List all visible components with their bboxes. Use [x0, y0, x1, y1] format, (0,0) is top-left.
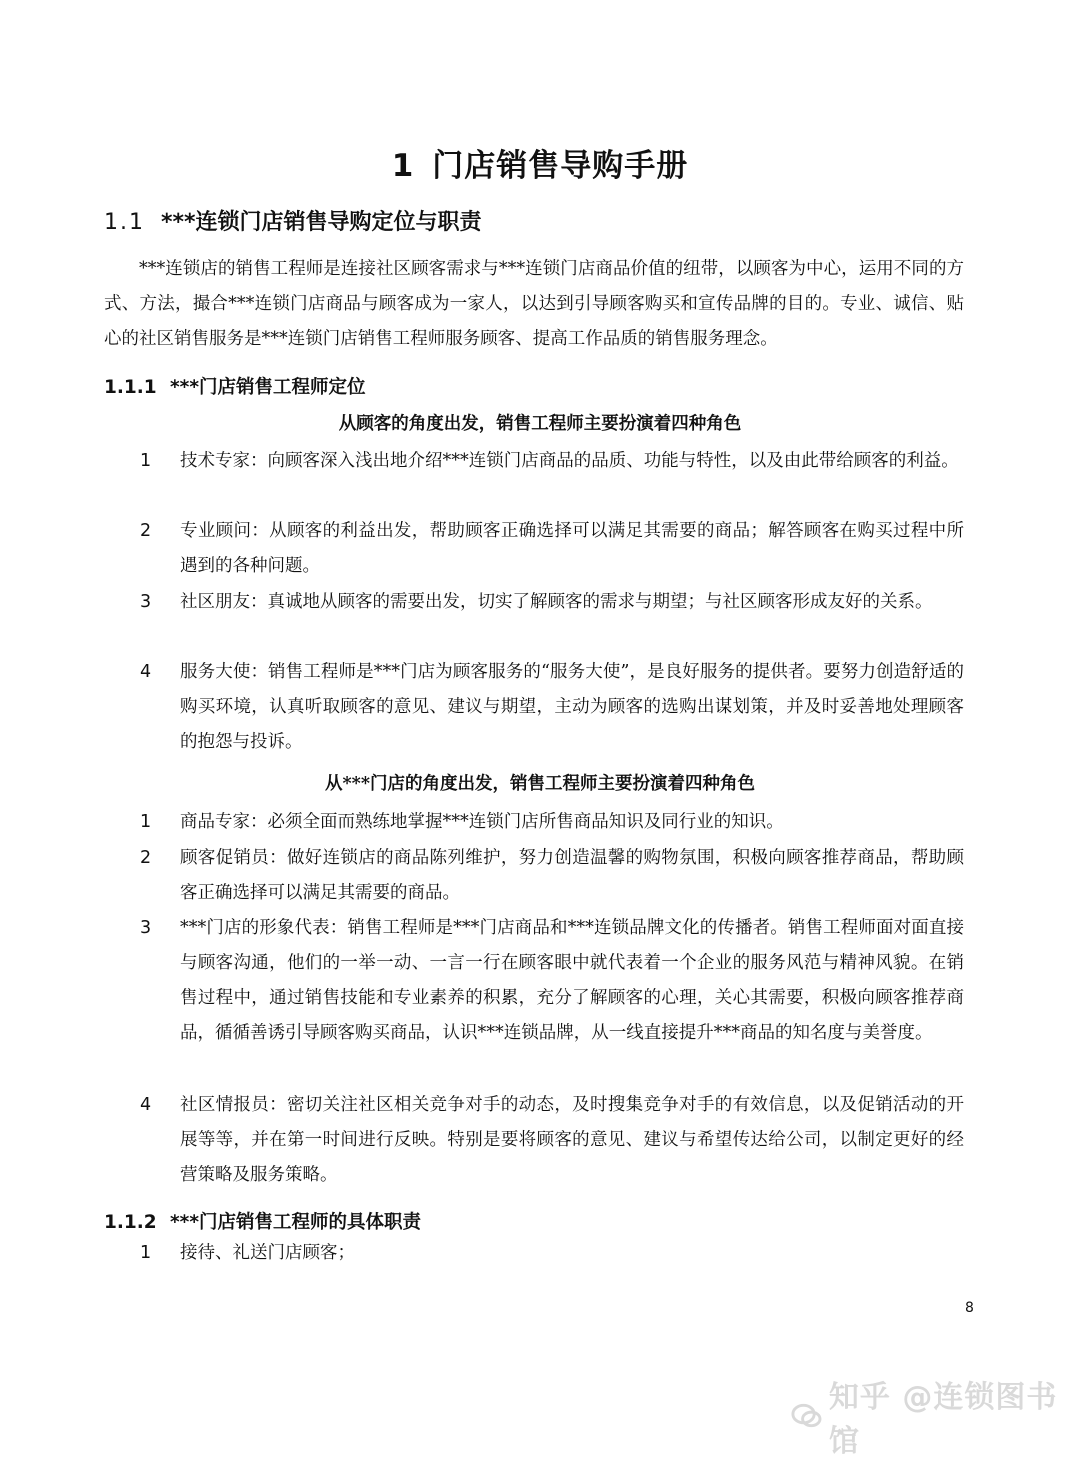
section-number: 1.1: [104, 210, 145, 235]
list-item-text: 商品专家：必须全面而熟练地掌握***连锁门店所售商品知识及同行业的知识。: [180, 812, 784, 832]
subsection-number: 1.1.1: [104, 377, 157, 398]
chapter-title: 门店销售导购手册: [432, 148, 689, 184]
subsection-heading-1: [104, 373, 366, 399]
list-item-number: 3: [140, 918, 152, 938]
list-item: [140, 655, 964, 760]
chapter-heading: [0, 140, 1080, 185]
watermark: [790, 1372, 1080, 1460]
list-item-text: 技术专家：向顾客深入浅出地介绍***连锁门店商品的品质、功能与特性，以及由此带给顾客的利益。: [180, 451, 959, 471]
list-item-number: 1: [140, 1243, 152, 1263]
list-item: [140, 841, 964, 911]
list-item-number: 1: [140, 451, 152, 471]
section-title: ***连锁门店销售导购定位与职责: [161, 210, 482, 235]
intro-paragraph: ***连锁店的销售工程师是连接社区顾客需求与***连锁门店商品价值的纽带，以顾客为中心，运用不同的方式、方法，撮合***连锁门店商品与顾客成为一家人，以达到引导顾客购买和宣传品牌的目的。专业、诚信、贴心的社区销售服务是***连锁门店销售工程师服务顾客、提高工作品质的销售服务理念。: [104, 259, 964, 349]
list-item-number: 4: [140, 662, 152, 682]
list-item-text: 专业顾问：从顾客的利益出发，帮助顾客正确选择可以满足其需要的商品；解答顾客在购买过程中所遇到的各种问题。: [180, 521, 964, 576]
subsection-number: 1.1.2: [104, 1212, 157, 1233]
group-title-store: 从***门店的角度出发，销售工程师主要扮演着四种角色: [325, 774, 755, 794]
list-item-text: 顾客促销员：做好连锁店的商品陈列维护，努力创造温馨的购物氛围，积极向顾客推荐商品，帮助顾客正确选择可以满足其需要的商品。: [180, 848, 964, 903]
list-item: [140, 911, 964, 1051]
list-item-number: 2: [140, 848, 152, 868]
list-item: [140, 1236, 964, 1271]
section-heading: [104, 205, 482, 236]
chapter-number: 1: [391, 148, 415, 184]
list-item: [140, 514, 964, 584]
list-item-number: 4: [140, 1095, 152, 1115]
wechat-logo-icon: [790, 1399, 823, 1433]
list-item-text: ***门店的形象代表：销售工程师是***门店商品和***连锁品牌文化的传播者。销售工程师面对面直接与顾客沟通，他们的一举一动、一言一行在顾客眼中就代表着一个企业的服务风范与精神风貌。在销售过程中，通过销售技能和专业素养的积累，充分了解顾客的心理，关心其需要，积极向顾客推荐商品，循循善诱引导顾客购买商品，认识***连锁品牌，从一线直接提升***商品的知名度与美誉度。: [180, 918, 964, 1043]
subsection-title: ***门店销售工程师的具体职责: [170, 1212, 422, 1233]
list-item-number: 1: [140, 812, 152, 832]
page-number: 8: [965, 1300, 974, 1316]
list-item-number: 2: [140, 521, 152, 541]
list-item: [140, 585, 964, 620]
list-item-text: 服务大使：销售工程师是***门店为顾客服务的“服务大使”，是良好服务的提供者。要努力创造舒适的购买环境，认真听取顾客的意见、建议与期望，主动为顾客的选购出谋划策，并及时妥善地处理顾客的抱怨与投诉。: [180, 662, 964, 752]
list-item: [140, 444, 964, 479]
watermark-text: 知乎 @连锁图书馆: [828, 1380, 1058, 1459]
list-item-text: 社区情报员：密切关注社区相关竞争对手的动态，及时搜集竞争对手的有效信息，以及促销活动的开展等等，并在第一时间进行反映。特别是要将顾客的意见、建议与希望传达给公司，以制定更好的经营策略及服务策略。: [180, 1095, 964, 1185]
list-item-text: 社区朋友：真诚地从顾客的需要出发，切实了解顾客的需求与期望；与社区顾客形成友好的关系。: [180, 592, 933, 612]
subsection-heading-2: [104, 1208, 421, 1234]
list-item-text: 接待、礼送门店顾客；: [180, 1243, 355, 1263]
list-item: [140, 805, 964, 840]
subsection-title: ***门店销售工程师定位: [170, 377, 366, 398]
list-item: [140, 1088, 964, 1193]
group-title-customer: 从顾客的角度出发，销售工程师主要扮演着四种角色: [338, 414, 742, 434]
list-item-number: 3: [140, 592, 152, 612]
